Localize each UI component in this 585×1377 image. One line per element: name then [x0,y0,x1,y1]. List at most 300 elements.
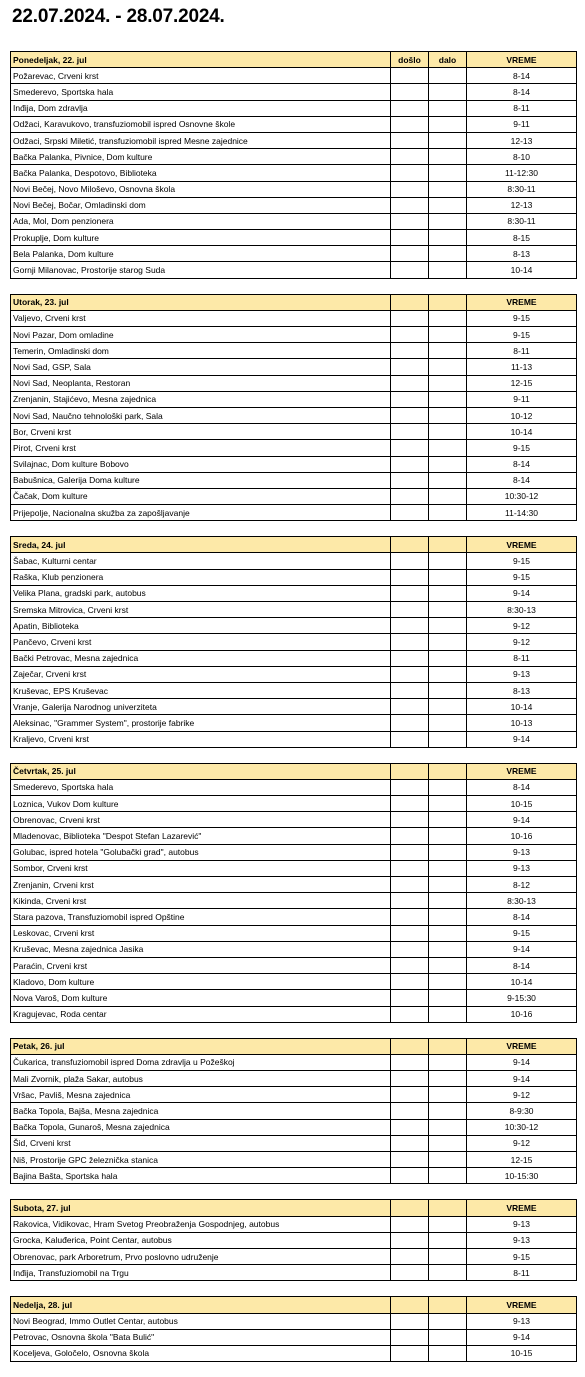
doslo-cell [391,1345,429,1361]
dalo-cell [429,132,467,148]
schedule-tables [10,51,576,1377]
location-cell: Kikinda, Crveni krst [11,893,391,909]
doslo-cell [391,666,429,682]
dalo-cell [429,779,467,795]
table-row [11,1103,577,1119]
doslo-cell [391,488,429,504]
day-name: Nedelja, 28. jul [11,1297,391,1313]
day-table [10,1199,577,1281]
time-cell: 9-14 [467,731,577,747]
location-cell: Vranje, Galerija Narodnog univerziteta [11,699,391,715]
table-row [11,440,577,456]
dalo-cell [429,666,467,682]
table-row [11,893,577,909]
location-cell: Golubac, ispred hotela "Golubački grad", autobus [11,844,391,860]
doslo-cell [391,957,429,973]
doslo-cell [391,262,429,278]
location-cell: Požarevac, Crveni krst [11,68,391,84]
table-row [11,310,577,326]
dalo-cell [429,165,467,181]
doslo-cell [391,909,429,925]
location-cell: Petrovac, Osnovna škola "Bata Bulić" [11,1329,391,1345]
day-name: Četvrtak, 25. jul [11,763,391,779]
doslo-cell [391,84,429,100]
dalo-cell [429,699,467,715]
dalo-cell [429,1329,467,1345]
location-cell: Novi Pazar, Dom omladine [11,327,391,343]
location-cell: Obrenovac, Crveni krst [11,812,391,828]
day-name: Utorak, 23. jul [11,294,391,310]
dalo-cell [429,1119,467,1135]
table-row [11,1006,577,1022]
table-row [11,812,577,828]
table-row [11,1313,577,1329]
dalo-cell [429,941,467,957]
time-cell: 9-13 [467,860,577,876]
dalo-cell [429,569,467,585]
doslo-header: došlo [391,52,429,68]
time-cell: 9-11 [467,116,577,132]
day-table [10,1038,577,1185]
time-cell: 9-13 [467,844,577,860]
table-row [11,553,577,569]
time-cell: 10-14 [467,699,577,715]
location-cell: Odžaci, Srpski Miletić, transfuziomobil ispred Mesne zajednice [11,132,391,148]
day-header-row [11,537,577,553]
doslo-cell [391,796,429,812]
dalo-cell [429,1152,467,1168]
dalo-cell [429,731,467,747]
doslo-cell [391,391,429,407]
vreme-header: VREME [467,52,577,68]
table-row [11,505,577,521]
location-cell: Bor, Crveni krst [11,424,391,440]
location-cell: Odžaci, Karavukovo, transfuziomobil ispred Osnovne škole [11,116,391,132]
time-cell: 10:30-12 [467,488,577,504]
dalo-cell [429,974,467,990]
location-cell: Velika Plana, gradski park, autobus [11,585,391,601]
vreme-header: VREME [467,1297,577,1313]
table-row [11,715,577,731]
doslo-cell [391,844,429,860]
time-cell: 8:30-13 [467,602,577,618]
dalo-cell [429,1054,467,1070]
dalo-cell [429,505,467,521]
location-cell: Novi Beograd, Immo Outlet Centar, autobus [11,1313,391,1329]
dalo-cell [429,585,467,601]
location-cell: Smederevo, Sportska hala [11,779,391,795]
location-cell: Novi Bečej, Novo Miloševo, Osnovna škola [11,181,391,197]
table-row [11,230,577,246]
table-row [11,796,577,812]
table-row [11,1119,577,1135]
doslo-cell [391,812,429,828]
dalo-cell [429,877,467,893]
dalo-cell [429,860,467,876]
time-cell: 9-14 [467,1329,577,1345]
dalo-cell [429,618,467,634]
location-cell: Koceljeva, Goločelo, Osnovna škola [11,1345,391,1361]
table-row [11,877,577,893]
dalo-header: dalo [429,52,467,68]
doslo-header [391,1038,429,1054]
doslo-cell [391,650,429,666]
location-cell: Bačka Palanka, Pivnice, Dom kulture [11,149,391,165]
dalo-header [429,763,467,779]
table-row [11,1054,577,1070]
day-header-row [11,294,577,310]
dalo-cell [429,990,467,1006]
doslo-cell [391,1313,429,1329]
dalo-cell [429,1168,467,1184]
doslo-cell [391,359,429,375]
day-header-row [11,1200,577,1216]
doslo-cell [391,230,429,246]
table-row [11,407,577,423]
doslo-cell [391,343,429,359]
doslo-cell [391,116,429,132]
day-name: Ponedeljak, 22. jul [11,52,391,68]
table-row [11,359,577,375]
time-cell: 9-13 [467,666,577,682]
table-row [11,1265,577,1281]
time-cell: 8-13 [467,246,577,262]
time-cell: 11-13 [467,359,577,375]
location-cell: Zrenjanin, Crveni krst [11,877,391,893]
dalo-cell [429,197,467,213]
time-cell: 8-13 [467,682,577,698]
dalo-cell [429,440,467,456]
table-row [11,699,577,715]
time-cell: 10-15 [467,796,577,812]
dalo-cell [429,391,467,407]
time-cell: 9-15 [467,1248,577,1264]
location-cell: Stara pazova, Transfuziomobil ispred Opštine [11,909,391,925]
dalo-cell [429,472,467,488]
time-cell: 9-15 [467,553,577,569]
time-cell: 8:30-13 [467,893,577,909]
time-cell: 9-13 [467,1216,577,1232]
location-cell: Zrenjanin, Stajićevo, Mesna zajednica [11,391,391,407]
doslo-header [391,1200,429,1216]
doslo-cell [391,553,429,569]
dalo-cell [429,909,467,925]
time-cell: 9-13 [467,1232,577,1248]
table-row [11,844,577,860]
doslo-cell [391,602,429,618]
location-cell: Bačka Palanka, Despotovo, Biblioteka [11,165,391,181]
dalo-cell [429,715,467,731]
day-header-row [11,1297,577,1313]
location-cell: Sremska Mitrovica, Crveni krst [11,602,391,618]
doslo-cell [391,1103,429,1119]
dalo-cell [429,181,467,197]
table-row [11,1345,577,1361]
doslo-cell [391,715,429,731]
table-row [11,116,577,132]
dalo-cell [429,1265,467,1281]
location-cell: Bačka Topola, Gunaroš, Mesna zajednica [11,1119,391,1135]
table-row [11,165,577,181]
location-cell: Inđija, Transfuziomobil na Trgu [11,1265,391,1281]
location-cell: Nova Varoš, Dom kulture [11,990,391,1006]
dalo-cell [429,1103,467,1119]
doslo-cell [391,779,429,795]
table-row [11,84,577,100]
time-cell: 9-12 [467,618,577,634]
day-table [10,1296,577,1362]
location-cell: Niš, Prostorije GPC železnička stanica [11,1152,391,1168]
dalo-cell [429,246,467,262]
day-table [10,763,577,1023]
table-row [11,585,577,601]
doslo-cell [391,197,429,213]
day-name: Petak, 26. jul [11,1038,391,1054]
doslo-cell [391,456,429,472]
doslo-cell [391,1135,429,1151]
dalo-cell [429,1006,467,1022]
table-row [11,1248,577,1264]
day-table [10,294,577,522]
time-cell: 10-16 [467,1006,577,1022]
time-cell: 8-11 [467,343,577,359]
dalo-cell [429,828,467,844]
doslo-cell [391,181,429,197]
table-row [11,828,577,844]
doslo-cell [391,1087,429,1103]
dalo-cell [429,1135,467,1151]
location-cell: Novi Sad, Naučno tehnološki park, Sala [11,407,391,423]
doslo-cell [391,1054,429,1070]
vreme-header: VREME [467,537,577,553]
dalo-cell [429,682,467,698]
dalo-header [429,537,467,553]
location-cell: Šid, Crveni krst [11,1135,391,1151]
doslo-cell [391,1168,429,1184]
time-cell: 9-14 [467,812,577,828]
table-row [11,909,577,925]
time-cell: 8-14 [467,779,577,795]
table-row [11,246,577,262]
time-cell: 10-14 [467,262,577,278]
time-cell: 12-13 [467,197,577,213]
time-cell: 9-12 [467,1087,577,1103]
location-cell: Bački Petrovac, Mesna zajednica [11,650,391,666]
table-row [11,731,577,747]
doslo-cell [391,990,429,1006]
table-row [11,343,577,359]
doslo-cell [391,699,429,715]
time-cell: 8-11 [467,1265,577,1281]
time-cell: 10-15 [467,1345,577,1361]
doslo-cell [391,68,429,84]
time-cell: 12-13 [467,132,577,148]
dalo-cell [429,650,467,666]
doslo-cell [391,828,429,844]
doslo-cell [391,1216,429,1232]
doslo-cell [391,327,429,343]
table-row [11,779,577,795]
dalo-cell [429,359,467,375]
day-header-row [11,52,577,68]
table-row [11,68,577,84]
doslo-cell [391,310,429,326]
time-cell: 9-11 [467,391,577,407]
time-cell: 11-12:30 [467,165,577,181]
time-cell: 11-14:30 [467,505,577,521]
dalo-header [429,1200,467,1216]
doslo-cell [391,634,429,650]
doslo-header [391,537,429,553]
time-cell: 8-10 [467,149,577,165]
dalo-cell [429,1216,467,1232]
time-cell: 10:30-12 [467,1119,577,1135]
doslo-cell [391,100,429,116]
table-row [11,925,577,941]
dalo-cell [429,456,467,472]
doslo-cell [391,585,429,601]
time-cell: 9-15 [467,925,577,941]
dalo-header [429,1038,467,1054]
dalo-cell [429,812,467,828]
day-header-row [11,1038,577,1054]
dalo-cell [429,310,467,326]
table-row [11,472,577,488]
table-row [11,569,577,585]
table-row [11,1232,577,1248]
table-row [11,100,577,116]
time-cell: 9-15:30 [467,990,577,1006]
dalo-cell [429,116,467,132]
location-cell: Kraljevo, Crveni krst [11,731,391,747]
dalo-cell [429,230,467,246]
table-row [11,197,577,213]
table-row [11,213,577,229]
table-row [11,456,577,472]
day-name: Sreda, 24. jul [11,537,391,553]
time-cell: 12-15 [467,375,577,391]
time-cell: 8-11 [467,650,577,666]
doslo-cell [391,974,429,990]
time-cell: 9-15 [467,569,577,585]
location-cell: Inđija, Dom zdravlja [11,100,391,116]
time-cell: 9-15 [467,327,577,343]
doslo-cell [391,1232,429,1248]
location-cell: Kragujevac, Roda centar [11,1006,391,1022]
dalo-cell [429,262,467,278]
day-header-row [11,763,577,779]
doslo-cell [391,407,429,423]
location-cell: Temerin, Omladinski dom [11,343,391,359]
day-name: Subota, 27. jul [11,1200,391,1216]
vreme-header: VREME [467,763,577,779]
vreme-header: VREME [467,1038,577,1054]
doslo-cell [391,731,429,747]
time-cell: 8-14 [467,68,577,84]
doslo-cell [391,1152,429,1168]
table-row [11,149,577,165]
dalo-cell [429,844,467,860]
location-cell: Mali Zvornik, plaža Sakar, autobus [11,1071,391,1087]
dalo-cell [429,553,467,569]
doslo-cell [391,375,429,391]
location-cell: Smederevo, Sportska hala [11,84,391,100]
location-cell: Obrenovac, park Arboretrum, Prvo poslovno udruženje [11,1248,391,1264]
location-cell: Vršac, Pavliš, Mesna zajednica [11,1087,391,1103]
time-cell: 8-14 [467,84,577,100]
table-row [11,666,577,682]
location-cell: Šabac, Kulturni centar [11,553,391,569]
day-table [10,536,577,747]
time-cell: 8-14 [467,472,577,488]
location-cell: Apatin, Biblioteka [11,618,391,634]
location-cell: Novi Sad, Neoplanta, Restoran [11,375,391,391]
location-cell: Babušnica, Galerija Doma kulture [11,472,391,488]
table-row [11,650,577,666]
dalo-cell [429,424,467,440]
doslo-cell [391,1071,429,1087]
dalo-cell [429,796,467,812]
doslo-cell [391,1329,429,1345]
location-cell: Kladovo, Dom kulture [11,974,391,990]
location-cell: Čačak, Dom kulture [11,488,391,504]
doslo-header [391,763,429,779]
dalo-cell [429,634,467,650]
location-cell: Kruševac, EPS Kruševac [11,682,391,698]
location-cell: Svilajnac, Dom kulture Bobovo [11,456,391,472]
dalo-cell [429,375,467,391]
table-row [11,1071,577,1087]
table-row [11,634,577,650]
doslo-header [391,294,429,310]
location-cell: Prokuplje, Dom kulture [11,230,391,246]
table-row [11,424,577,440]
dalo-cell [429,957,467,973]
dalo-cell [429,1232,467,1248]
doslo-cell [391,1006,429,1022]
doslo-cell [391,618,429,634]
day-table [10,51,577,279]
doslo-cell [391,213,429,229]
table-row [11,957,577,973]
location-cell: Bajina Bašta, Sportska hala [11,1168,391,1184]
doslo-cell [391,860,429,876]
time-cell: 8-14 [467,957,577,973]
time-cell: 8-11 [467,100,577,116]
table-row [11,990,577,1006]
doslo-cell [391,440,429,456]
time-cell: 9-14 [467,1054,577,1070]
dalo-cell [429,1313,467,1329]
dalo-cell [429,1087,467,1103]
location-cell: Ada, Mol, Dom penzionera [11,213,391,229]
vreme-header: VREME [467,1200,577,1216]
time-cell: 10-14 [467,974,577,990]
table-row [11,132,577,148]
time-cell: 8:30-11 [467,181,577,197]
dalo-cell [429,327,467,343]
time-cell: 8:30-11 [467,213,577,229]
time-cell: 8-14 [467,456,577,472]
table-row [11,391,577,407]
dalo-cell [429,1071,467,1087]
location-cell: Aleksinac, "Grammer System", prostorije fabrike [11,715,391,731]
table-row [11,1135,577,1151]
location-cell: Grocka, Kaluđerica, Point Centar, autobus [11,1232,391,1248]
table-row [11,602,577,618]
dalo-header [429,1297,467,1313]
doslo-cell [391,569,429,585]
